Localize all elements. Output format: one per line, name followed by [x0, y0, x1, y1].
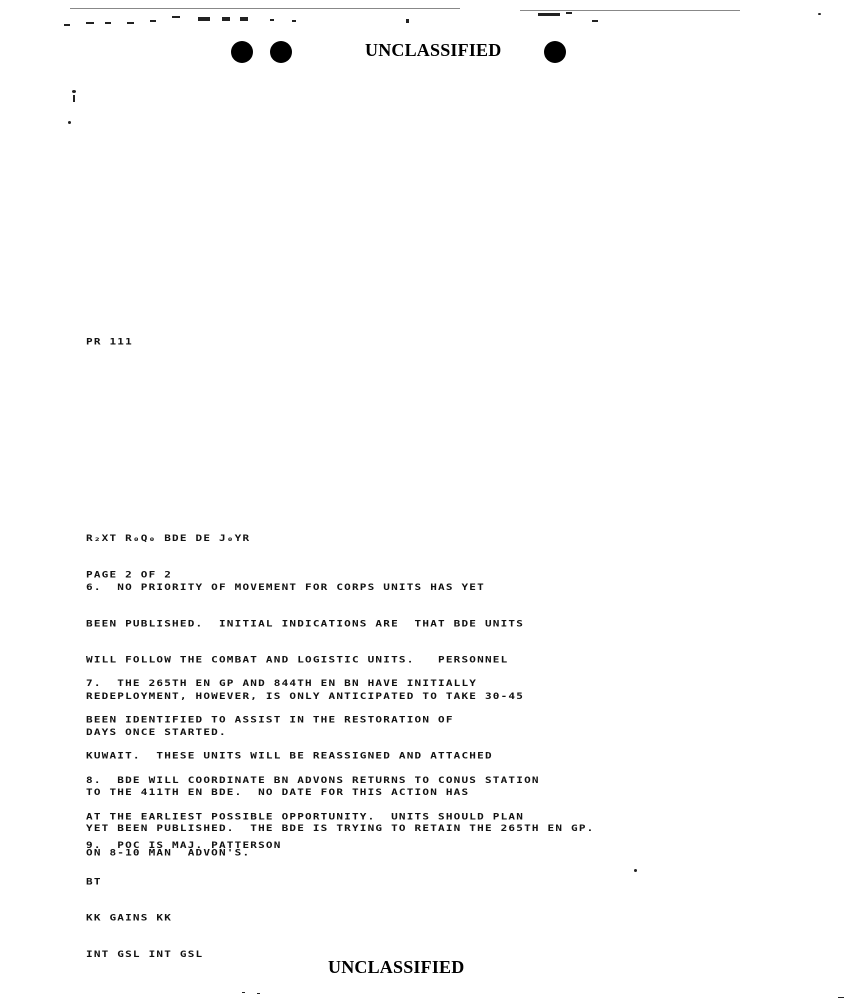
paragraph-line: YET BEEN PUBLISHED. THE BDE IS TRYING TO RETAIN THE 265TH EN GP.	[86, 823, 595, 834]
paragraph-line: 9. POC IS MAJ. PATTERSON	[86, 839, 282, 851]
page-count-line: PAGE 2 OF 2	[86, 569, 173, 580]
scan-speck	[818, 13, 821, 15]
scan-artifact	[406, 19, 409, 23]
paragraph-line: KK GAINS KK	[86, 912, 173, 923]
paragraph-line: 7. THE 265TH EN GP AND 844TH EN BN HAVE INITIALLY	[86, 677, 478, 689]
scan-artifact	[257, 993, 260, 994]
classification-marker-dot	[231, 41, 253, 63]
classification-header: UNCLASSIFIED	[365, 40, 502, 60]
scan-artifact	[198, 17, 210, 21]
scan-artifact	[242, 992, 245, 993]
paragraph-line: 8. BDE WILL COORDINATE BN ADVONS RETURNS TO CONUS STATION	[86, 774, 540, 786]
paragraph-line: REDEPLOYMENT, HOWEVER, IS ONLY ANTICIPATED TO TAKE 30-45	[86, 690, 525, 701]
paragraph-line: TO THE 411TH EN BDE. NO DATE FOR THIS ACTION HAS	[86, 786, 470, 797]
paragraph-line: AT THE EARLIEST POSSIBLE OPPORTUNITY. UNITS SHOULD PLAN	[86, 811, 525, 822]
classification-marker-dot	[544, 41, 566, 63]
page-reference: PR 111	[86, 336, 133, 347]
scan-edge-line	[70, 8, 460, 9]
scan-artifact	[172, 16, 180, 18]
scan-artifact	[64, 24, 70, 26]
scan-artifact	[538, 13, 560, 16]
classification-footer: UNCLASSIFIED	[328, 957, 465, 977]
paragraph-line: WILL FOLLOW THE COMBAT AND LOGISTIC UNITS. PERSONNEL	[86, 654, 509, 665]
scan-artifact	[566, 12, 572, 14]
routing-line: R₂XT R₀Q₀ BDE DE J₀YR	[86, 532, 251, 544]
paragraph-line: BT	[86, 876, 102, 887]
paragraph-line: ON 8-10 MAN ADVON'S.	[86, 847, 251, 858]
scan-artifact	[222, 17, 230, 21]
scan-edge-line	[520, 10, 740, 11]
paragraph-9	[86, 815, 282, 972]
paragraph-line: BEEN IDENTIFIED TO ASSIST IN THE RESTORATION OF	[86, 714, 454, 725]
paragraph-line: KUWAIT. THESE UNITS WILL BE REASSIGNED AND ATTACHED	[86, 750, 493, 761]
classification-marker-dot	[270, 41, 292, 63]
scan-artifact	[150, 20, 156, 22]
scan-artifact	[86, 22, 94, 24]
scan-artifact	[292, 20, 296, 22]
paragraph-line: 6. NO PRIORITY OF MOVEMENT FOR CORPS UNITS HAS YET	[86, 581, 485, 593]
scan-artifact	[105, 22, 111, 24]
scan-speck	[634, 869, 637, 872]
paragraph-line: BEEN PUBLISHED. INITIAL INDICATIONS ARE THAT BDE UNITS	[86, 618, 525, 629]
scan-artifact	[270, 19, 274, 21]
scan-speck	[72, 90, 76, 93]
scan-artifact	[127, 22, 134, 24]
scan-speck	[68, 121, 71, 124]
paragraph-line: INT GSL INT GSL	[86, 948, 204, 959]
scan-speck	[73, 95, 75, 102]
paragraph-line: DAYS ONCE STARTED.	[86, 727, 227, 738]
scan-artifact	[240, 17, 248, 21]
scan-artifact	[838, 997, 844, 998]
scan-artifact	[592, 20, 598, 22]
